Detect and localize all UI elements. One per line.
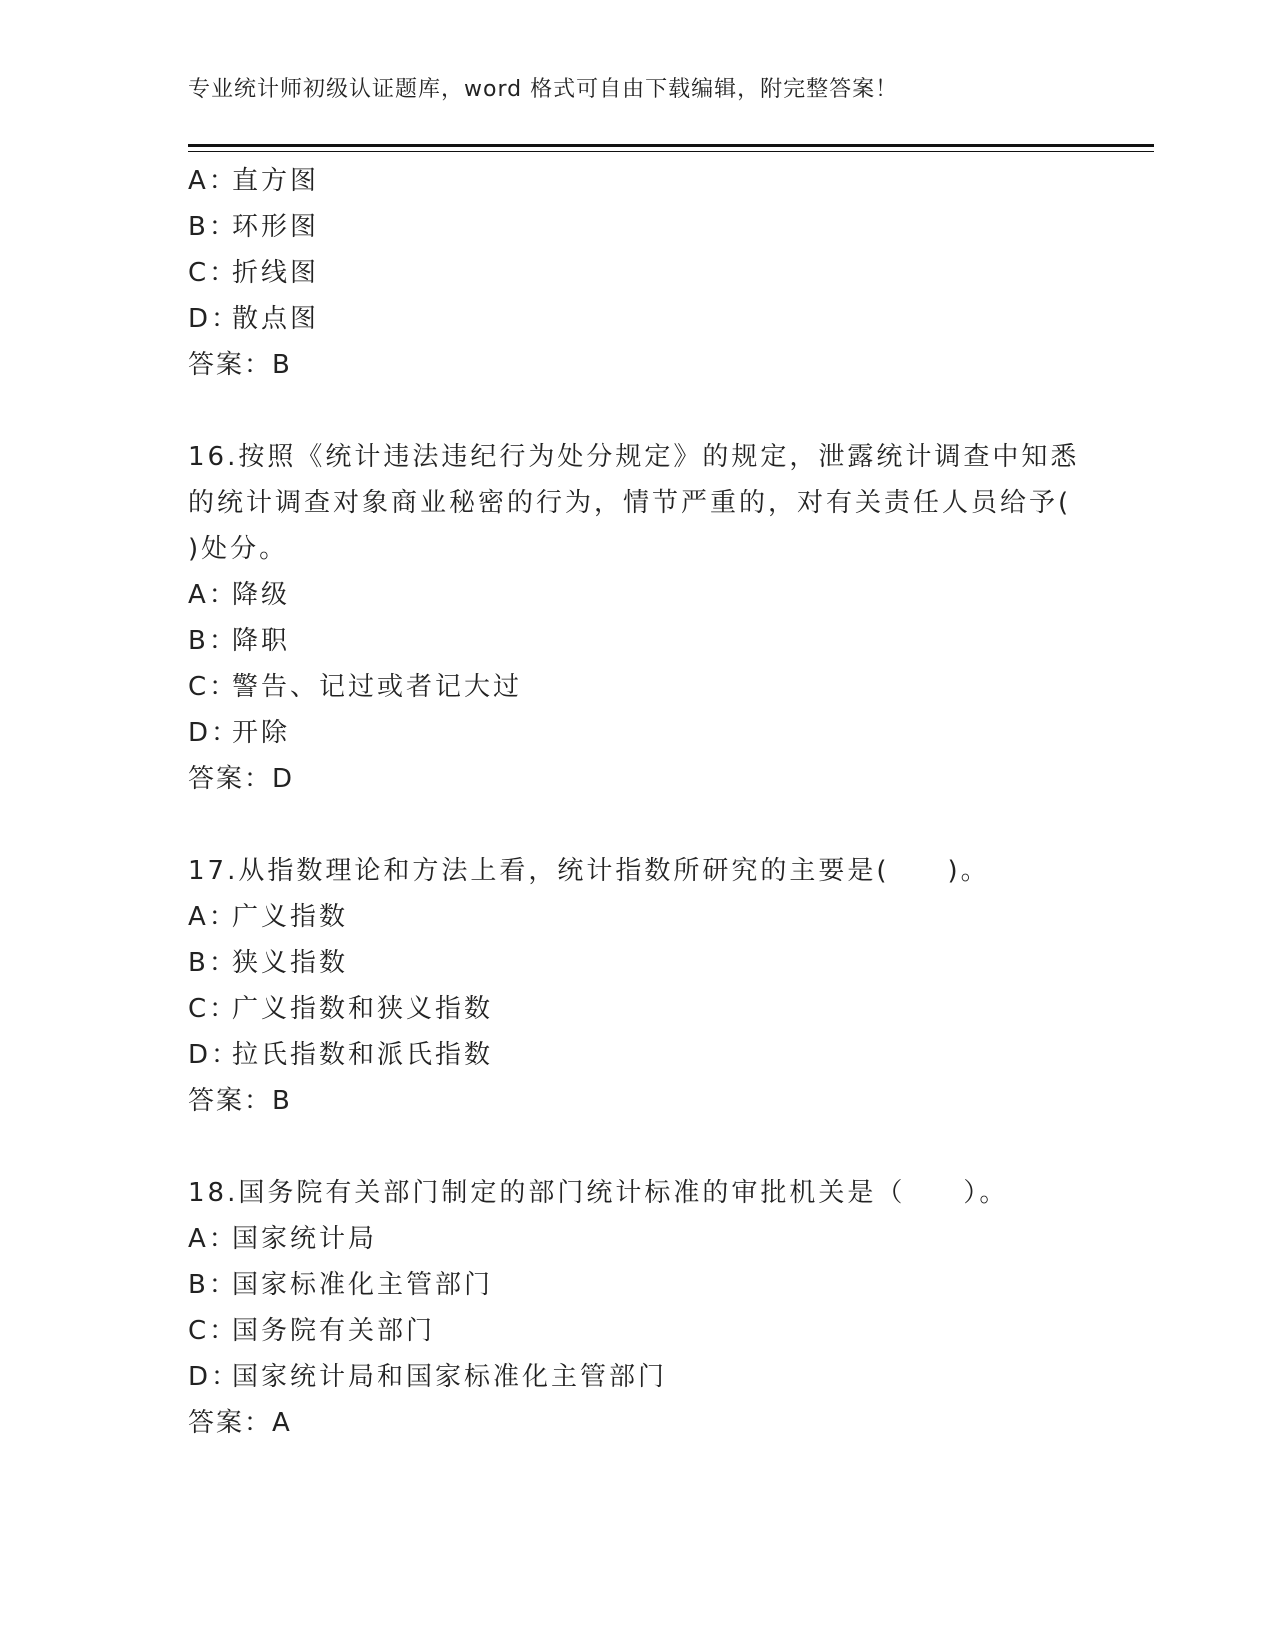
option-c xyxy=(188,1308,1088,1354)
option-key: A： xyxy=(188,1224,238,1254)
option-text: 直方图 xyxy=(232,166,320,196)
option-text: 环形图 xyxy=(232,212,320,242)
option-a xyxy=(188,1216,1088,1262)
option-text: 广义指数和狭义指数 xyxy=(232,994,494,1024)
option-key: D： xyxy=(188,1040,241,1070)
option-key: D： xyxy=(188,1362,241,1392)
option-a xyxy=(188,894,1088,940)
question-content xyxy=(188,158,1088,1446)
answer-line: 答案：D xyxy=(188,764,295,794)
option-key: A： xyxy=(188,166,238,196)
option-c xyxy=(188,250,1088,296)
option-text: 国家标准化主管部门 xyxy=(232,1270,494,1300)
answer-line: 答案：A xyxy=(188,1408,292,1438)
option-text: 狭义指数 xyxy=(232,948,349,978)
option-text: 广义指数 xyxy=(232,902,349,932)
option-text: 拉氏指数和派氏指数 xyxy=(232,1040,494,1070)
option-key: D： xyxy=(188,304,241,334)
question-stem-line: 16.按照《统计违法违纪行为处分规定》的规定，泄露统计调查中知悉 xyxy=(188,442,1080,472)
spacer xyxy=(188,388,1088,434)
option-key: A： xyxy=(188,902,238,932)
option-a xyxy=(188,572,1088,618)
header-rule-thin xyxy=(188,151,1154,152)
option-text: 国务院有关部门 xyxy=(232,1316,436,1346)
option-key: C： xyxy=(188,258,239,288)
option-b xyxy=(188,940,1088,986)
question-stem-line: 18.国务院有关部门制定的部门统计标准的审批机关是（ ）。 xyxy=(188,1178,1009,1208)
option-text: 开除 xyxy=(232,718,291,748)
option-c xyxy=(188,664,1088,710)
option-b xyxy=(188,618,1088,664)
option-key: C： xyxy=(188,994,239,1024)
option-key: B： xyxy=(188,948,238,978)
option-text: 国家统计局 xyxy=(232,1224,378,1254)
option-d xyxy=(188,1032,1088,1078)
option-b xyxy=(188,1262,1088,1308)
option-text: 警告、记过或者记大过 xyxy=(232,672,523,702)
option-text: 散点图 xyxy=(232,304,320,334)
answer-line: 答案：B xyxy=(188,1086,292,1116)
option-d xyxy=(188,710,1088,756)
answer-line: 答案：B xyxy=(188,350,292,380)
option-b xyxy=(188,204,1088,250)
question-stem-line: 的统计调查对象商业秘密的行为，情节严重的，对有关责任人员给予( xyxy=(188,488,1072,518)
option-text: 折线图 xyxy=(232,258,320,288)
option-key: D： xyxy=(188,718,241,748)
option-a xyxy=(188,158,1088,204)
option-key: B： xyxy=(188,1270,238,1300)
header-rule-thick xyxy=(188,144,1154,147)
option-text: 国家统计局和国家标准化主管部门 xyxy=(232,1362,668,1392)
spacer xyxy=(188,802,1088,848)
option-key: B： xyxy=(188,626,238,656)
option-text: 降级 xyxy=(232,580,291,610)
page-header: 专业统计师初级认证题库，word 格式可自由下载编辑，附完整答案！ xyxy=(188,77,899,102)
option-key: A： xyxy=(188,580,238,610)
option-d xyxy=(188,296,1088,342)
option-d xyxy=(188,1354,1088,1400)
question-stem-line: )处分。 xyxy=(188,534,289,564)
option-key: C： xyxy=(188,1316,239,1346)
option-text: 降职 xyxy=(232,626,291,656)
option-key: C： xyxy=(188,672,239,702)
spacer xyxy=(188,1124,1088,1170)
question-stem-line: 17.从指数理论和方法上看，统计指数所研究的主要是( )。 xyxy=(188,856,990,886)
option-c xyxy=(188,986,1088,1032)
option-key: B： xyxy=(188,212,238,242)
